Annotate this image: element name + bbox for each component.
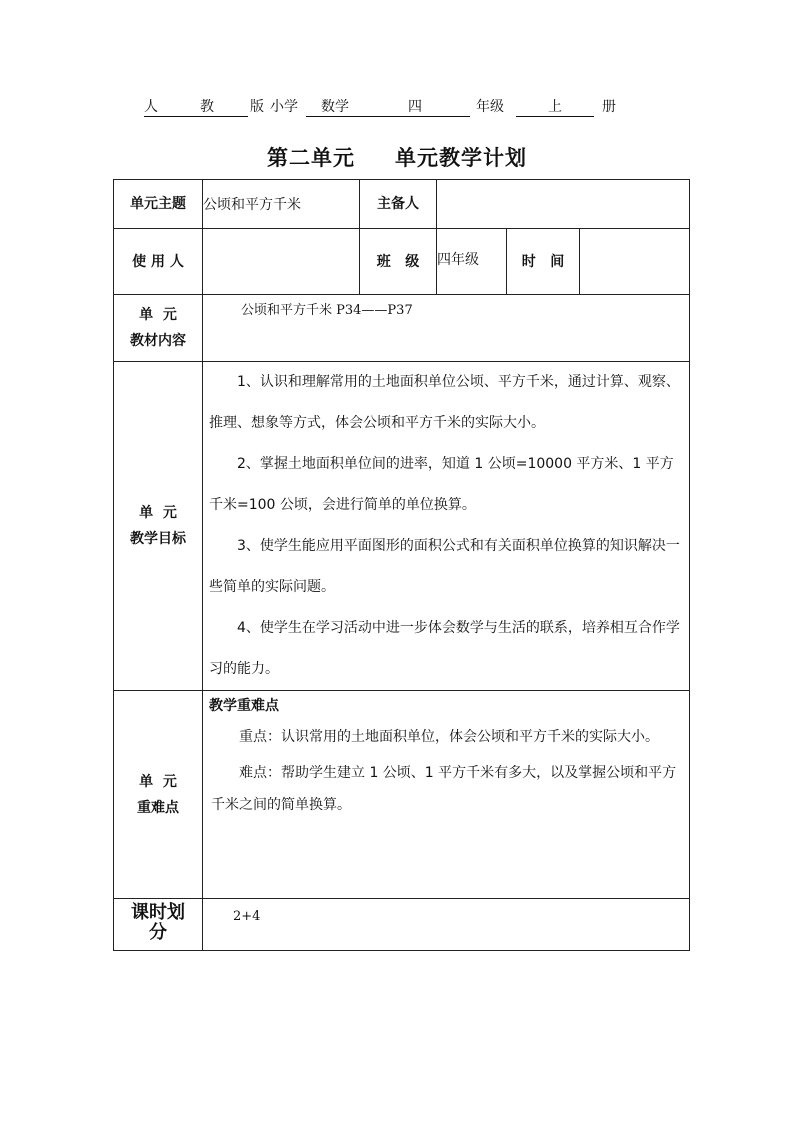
row-user <box>114 229 690 295</box>
goal-item: 1、认识和理解常用的土地面积单位公顷、平方千米，通过计算、观察、推理、想象等方式，体会公顷和平方千米的实际大小。 <box>209 374 680 431</box>
goal-item: 3、使学生能应用平面图形的面积公式和有关面积单位换算的知识解决一些简单的实际问题。 <box>209 538 680 595</box>
goal-item: 4、使学生在学习活动中进一步体会数学与生活的联系，培养相互合作学习的能力。 <box>209 620 680 677</box>
publisher: 人 <box>144 99 158 115</box>
title-unit: 第二单元 <box>267 146 355 170</box>
edition-b: 版 <box>250 99 264 115</box>
row-goals <box>114 362 690 691</box>
user-label: 使 用 人 <box>114 229 203 295</box>
time-value <box>580 229 690 295</box>
row-content <box>114 295 690 362</box>
hours-label: 课时划分 <box>114 899 203 951</box>
goals-label: 单 元 教学目标 <box>114 362 203 691</box>
grade-label: 年级 <box>476 99 504 115</box>
page-title <box>0 143 794 173</box>
hours-value: 2+4 <box>203 899 690 951</box>
grade-value: 四 <box>408 97 470 117</box>
edition-a: 教 <box>200 97 218 117</box>
row-key-points <box>114 691 690 899</box>
preparer-value <box>437 180 690 229</box>
key-cell <box>203 691 690 899</box>
preparer-label: 主备人 <box>360 180 437 229</box>
class-label: 班 级 <box>360 229 437 295</box>
key-point: 难点：帮助学生建立 1 公顷、1 平方千米有多大，以及掌握公顷和平方千米之间的简单换算。 <box>211 765 677 813</box>
theme-value: 公顷和平方千米 <box>203 180 360 229</box>
key-heading: 教学重难点 <box>209 698 279 714</box>
title-plan: 单元教学计划 <box>395 146 527 170</box>
row-hours <box>114 899 690 951</box>
key-point: 重点：认识常用的土地面积单位，体会公顷和平方千米的实际大小。 <box>239 729 659 745</box>
goals-cell <box>203 362 690 691</box>
content-label: 单 元 教材内容 <box>114 295 203 362</box>
volume-label: 册 <box>602 99 616 115</box>
school-level: 小学 <box>270 99 298 115</box>
key-label: 单 元 重难点 <box>114 691 203 899</box>
subject: 数学 <box>306 97 364 117</box>
class-value: 四年级 <box>437 229 507 295</box>
content-value: 公顷和平方千米 P34——P37 <box>203 295 690 362</box>
theme-label: 单元主题 <box>114 180 203 229</box>
volume-value: 上 <box>516 97 594 117</box>
user-value <box>203 229 360 295</box>
unit-plan-table <box>113 179 690 951</box>
time-label: 时 间 <box>507 229 580 295</box>
row-theme <box>114 180 690 229</box>
goal-item: 2、掌握土地面积单位间的进率，知道 1 公顷=10000 平方米、1 平方千米=100 公顷，会进行简单的单位换算。 <box>209 456 674 513</box>
